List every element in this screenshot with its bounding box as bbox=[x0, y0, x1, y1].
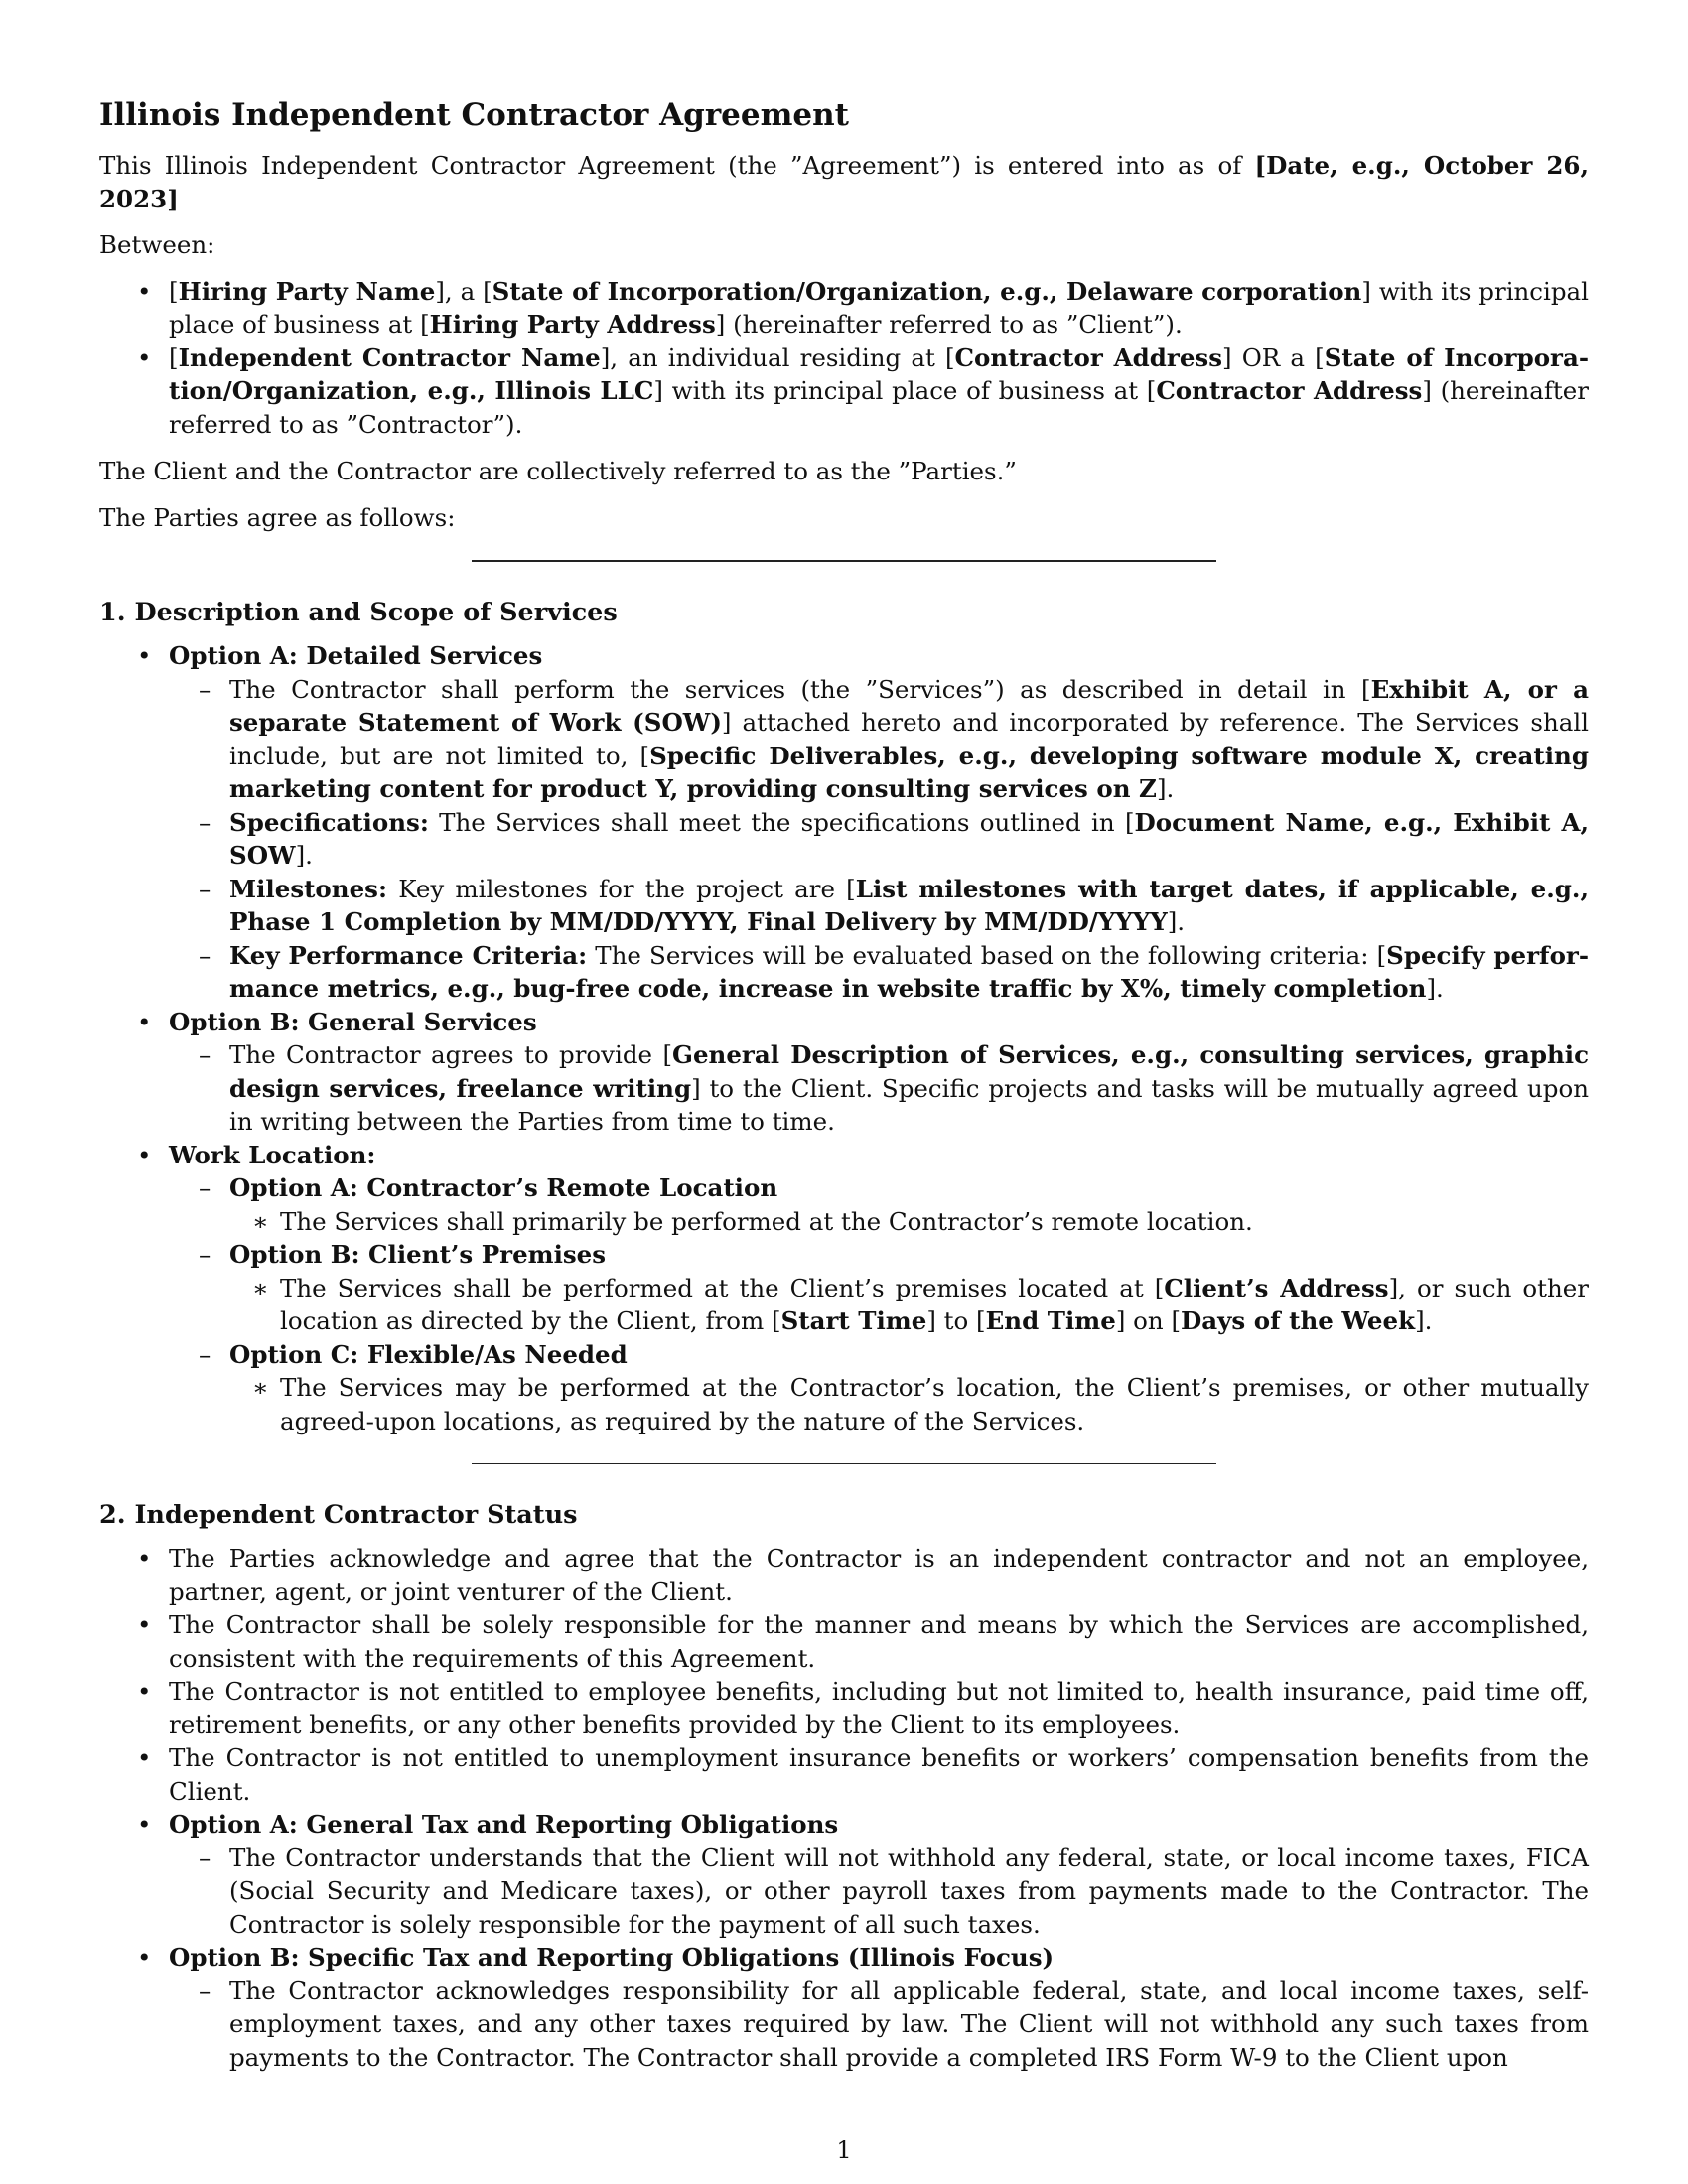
specifications-item: – Specifications: The Services shall meet the specifications outlined in [Document Name, e.g., Exhibit A, SOW]. bbox=[99, 806, 1589, 873]
location-option-c: – Option C: Flexible/As Needed ∗ The Services may be performed at the Contractor’s location, the Client’s premises, or other mutually agreed-upon locations, as required by the nature of the Services. bbox=[99, 1338, 1589, 1438]
tax-option-a-text: – The Contractor understands that the Client will not withhold any federal, state, or local income taxes, FICA (Social Security and Medicare taxes), or other payroll taxes from payments made to the Contractor. The Contractor is solely responsible for the payment of all such taxes. bbox=[99, 1842, 1589, 1942]
between-label: Between: bbox=[99, 230, 215, 259]
document-title: Illinois Independent Contractor Agreement bbox=[99, 97, 850, 133]
section-2-list bbox=[99, 1542, 1589, 2074]
status-item-4: • The Contractor is not entitled to unemployment insurance benefits or workers’ compensation benefits from the Client. bbox=[99, 1741, 1589, 1808]
status-item-2: • The Contractor shall be solely responsible for the manner and means by which the Services are accomplished, consistent with the requirements of this Agreement. bbox=[99, 1608, 1589, 1675]
section-1-list bbox=[99, 639, 1589, 1437]
page-number: 1 bbox=[836, 2136, 852, 2164]
party-client: • [Hiring Party Name], a [State of Incorporation/Organization, e.g., Delaware corporation] with its principal place of business at [Hiring Party Address] (hereinafter referred to as ”Client”). bbox=[99, 275, 1589, 341]
milestones-item: – Milestones: Key milestones for the project are [List milestones with target dates, if applicable, e.g., Phase 1 Completion by MM/DD/YYYY, Final Delivery by MM/DD/YYYY]. bbox=[99, 873, 1589, 939]
services-item: – The Contractor shall perform the services (the ”Services”) as described in detail in [Exhibit A, or a separate Statement of Work (SOW)] attached hereto and incorporated by reference. The Services shall include, but are not limited to, [Specific Deliverables, e.g., developing software module X, creating marketing content for product Y, providing consulting services on Z]. bbox=[99, 673, 1589, 806]
status-item-1: • The Parties acknowledge and agree that the Contractor is an independent contractor and not an employee, partner, agent, or joint venturer of the Client. bbox=[99, 1542, 1589, 1608]
kpc-item: – Key Performance Criteria: The Services will be evaluated based on the following criteria: [Specify performance metrics, e.g., bug-free code, increase in website traffic by X%, timely completion]. bbox=[99, 939, 1589, 1006]
document-page bbox=[99, 95, 1589, 2088]
parties-list bbox=[99, 275, 1589, 442]
tax-option-b-text: – The Contractor acknowledges responsibility for all applicable federal, state, and local income taxes, self-employment taxes, and any other taxes required by law. The Client will not withhold any such taxes from payments to the Contractor. The Contractor shall provide a completed IRS Form W-9 to the Client upon bbox=[99, 1975, 1589, 2075]
intro-text: This Illinois Independent Contractor Agreement (the ”Agreement”) is entered into as of bbox=[99, 151, 1255, 180]
collective-paragraph: The Client and the Contractor are collectively referred to as the ”Parties.” bbox=[99, 457, 1017, 485]
location-option-b-text: ∗ The Services shall be performed at the Client’s premises located at [Client’s Address], or such other location as directed by the Client, from [Start Time] to [End Time] on [Days of the Week]. bbox=[99, 1272, 1589, 1338]
intro-paragraph bbox=[99, 149, 1589, 215]
status-item-3: • The Contractor is not entitled to employee benefits, including but not limited to, health insurance, paid time off, retirement benefits, or any other benefits provided by the Client to its employees. bbox=[99, 1675, 1589, 1741]
work-location: • Work Location: – Option A: Contractor’s Remote Location ∗ The Services shall primarily be performed at the Contractor’s remote location. – Option B: Client’s Premises ∗ The Services shall be performed at the Client’s premises located at [Client’s Address], or such other location as directed by the Client, from [Start Time] to [End Time] on [Days of the Week]. – Option C: Flexible/As Needed ∗ The Services may be performed at the Contractor’s location, the Client’s premises, or other mutually agreed-upon locations, as required by the nature of the Services. bbox=[99, 1139, 1589, 1438]
party-contractor: • [Independent Contractor Name], an individual residing at [Contractor Address] OR a [State of Incorporation/Organization, e.g., Illinois LLC] with its principal place of business at [Contractor Address] (hereinafter referred to as ”Contractor”). bbox=[99, 341, 1589, 442]
divider bbox=[472, 1463, 1216, 1464]
option-b-general: • Option B: General Services – The Contractor agrees to provide [General Description of Services, e.g., consulting services, graphic design services, freelance writing] to the Client. Specific projects and tasks will be mutually agreed upon in writing between the Parties from time to time. bbox=[99, 1006, 1589, 1139]
option-a-detailed: • Option A: Detailed Services – The Contractor shall perform the services (the ”Services”) as described in detail in [Exhibit A, or a separate Statement of Work (SOW)] attached hereto and incorporated by reference. The Services shall include, but are not limited to, [Specific Deliverables, e.g., developing software module X, creating marketing content for product Y, providing consulting services on Z]. – Specifications: The Services shall meet the specifications outlined in [Document Name, e.g., Exhibit A, SOW]. – Milestones: Key milestones for the project are [List milestones with target dates, if applicable, e.g., Phase 1 Completion by MM/DD/YYYY, Final Delivery by MM/DD/YYYY]. – Key Performance Criteria: The Services will be evaluated based on the following criteria: [Specify performance metrics, e.g., bug-free code, increase in website traffic by X%, timely completion]. bbox=[99, 639, 1589, 1006]
tax-option-b: • Option B: Specific Tax and Reporting Obligations (Illinois Focus) – The Contractor acknowledges responsibility for all applicable federal, state, and local income taxes, self-employment taxes, and any other taxes required by law. The Client will not withhold any such taxes from payments to the Contractor. The Contractor shall provide a completed IRS Form W-9 to the Client upon bbox=[99, 1941, 1589, 2074]
location-option-a: – Option A: Contractor’s Remote Location ∗ The Services shall primarily be performed at the Contractor’s remote location. bbox=[99, 1171, 1589, 1238]
location-option-b: – Option B: Client’s Premises ∗ The Services shall be performed at the Client’s premises located at [Client’s Address], or such other location as directed by the Client, from [Start Time] to [End Time] on [Days of the Week]. bbox=[99, 1238, 1589, 1338]
section-2-heading: 2. Independent Contractor Status bbox=[99, 1500, 578, 1530]
section-1-heading: 1. Description and Scope of Services bbox=[99, 598, 618, 627]
intro-date: [Date, e.g., October 26, 2023] bbox=[99, 151, 1589, 213]
tax-option-a: • Option A: General Tax and Reporting Obligations – The Contractor understands that the Client will not withhold any federal, state, or local income taxes, FICA (Social Security and Medicare taxes), or other payroll taxes from payments made to the Contractor. The Contractor is solely responsible for the payment of all such taxes. bbox=[99, 1808, 1589, 1941]
location-option-a-text: ∗ The Services shall primarily be performed at the Contractor’s remote location. bbox=[99, 1205, 1589, 1239]
divider bbox=[472, 560, 1216, 562]
general-services-item: – The Contractor agrees to provide [General Description of Services, e.g., consulting services, graphic design services, freelance writing] to the Client. Specific projects and tasks will be mutually agreed upon in writing between the Parties from time to time. bbox=[99, 1038, 1589, 1139]
agree-paragraph: The Parties agree as follows: bbox=[99, 502, 456, 532]
location-option-c-text: ∗ The Services may be performed at the Contractor’s location, the Client’s premises, or other mutually agreed-upon locations, as required by the nature of the Services. bbox=[99, 1371, 1589, 1437]
